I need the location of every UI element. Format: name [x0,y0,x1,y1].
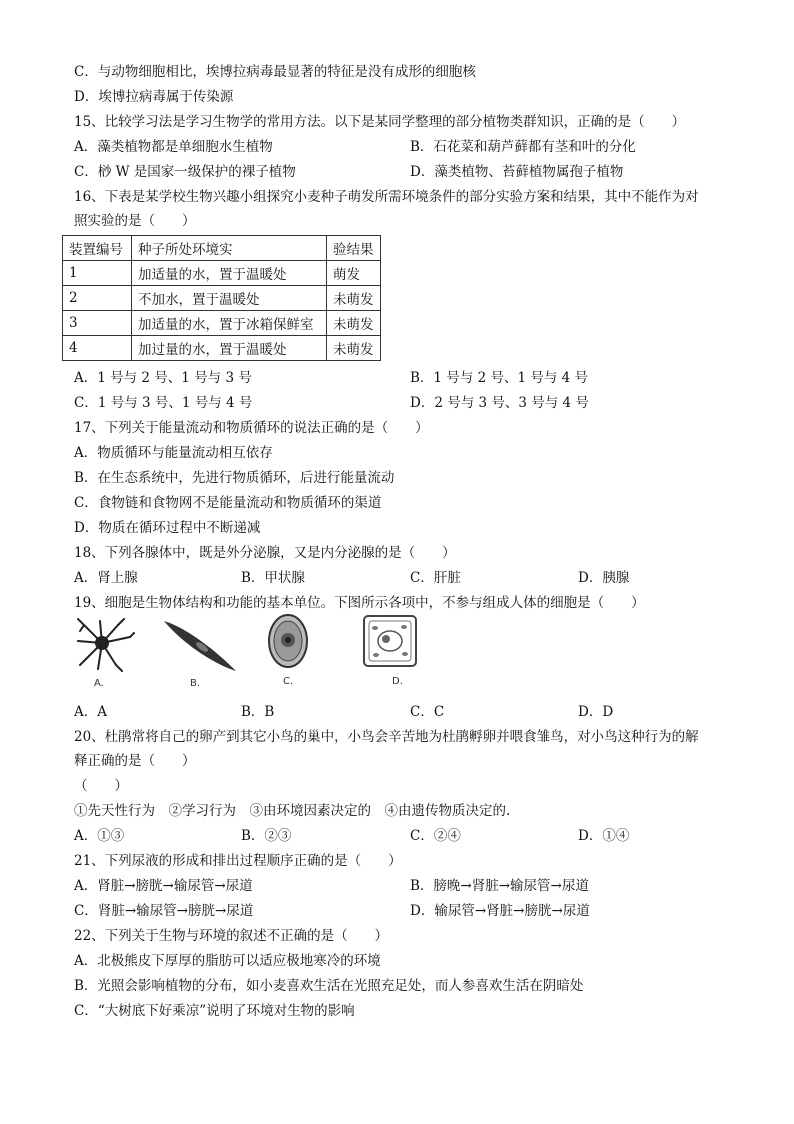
table-cell: 加过量的水，置于温暖处 [132,336,327,361]
q17-option-c: C．食物链和食物网不是能量流动和物质循环的渠道 [74,495,382,511]
table-cell: 加适量的水，置于温暖处 [132,261,327,286]
question-21: 21、下列尿液的形成和排出过程顺序正确的是（ ） [74,853,402,869]
experiment-table [62,235,381,361]
q21-option-d: D．输尿管→肾脏→膀胱→尿道 [410,903,590,919]
question-19: 19、细胞是生物体结构和功能的基本单位。下图所示各项中，不参与组成人体的细胞是（ ） [74,595,645,611]
q17-option-a: A．物质循环与能量流动相互依存 [74,445,273,461]
table-cell: 加适量的水，置于冰箱保鲜室 [132,311,327,336]
q20-option-d: D．①④ [578,828,630,844]
q16-option-b: B．1 号与 2 号、1 号与 4 号 [410,370,589,386]
line-d-ebola: D．埃博拉病毒属于传染源 [74,89,234,105]
muscle-cell-figure [160,615,240,675]
q20-option-b: B．②③ [241,828,292,844]
table-cell: 未萌发 [327,336,381,361]
q22-option-c: C．“大树底下好乘凉”说明了环境对生物的影响 [74,1003,355,1019]
table-cell: 未萌发 [327,286,381,311]
question-20-statements: ①先天性行为 ②学习行为 ③由环境因素决定的 ④由遗传物质决定的. [74,803,511,819]
table-cell: 1 [63,261,132,286]
q17-option-b: B．在生态系统中，先进行物质循环，后进行能量流动 [74,470,395,486]
q21-option-a: A．肾脏→膀胱→输尿管→尿道 [74,878,253,894]
table-row [63,336,381,361]
q19-option-b: B．B [241,704,275,720]
question-18: 18、下列各腺体中，既是外分泌腺，又是内分泌腺的是（ ） [74,545,456,561]
table-cell: 2 [63,286,132,311]
line-c-ebola: C．与动物细胞相比，埃博拉病毒最显著的特征是没有成形的细胞核 [74,64,476,80]
table-row [63,286,381,311]
neuron-cell-figure [72,615,136,675]
question-20-paren: （ ） [74,778,128,794]
q16-option-c: C．1 号与 3 号、1 号与 4 号 [74,395,253,411]
egg-cell-figure [266,612,310,670]
question-16-cont: 照实验的是（ ） [74,213,196,229]
q21-option-b: B．膀晚→肾脏→输尿管→尿道 [410,878,589,894]
table-cell: 不加水，置于温暖处 [132,286,327,311]
figure-a-label: A. [94,678,104,689]
question-22: 22、下列关于生物与环境的叙述不正确的是（ ） [74,928,389,944]
table-cell: 3 [63,311,132,336]
q21-option-c: C．肾脏→输尿管→膀胱→尿道 [74,903,254,919]
q18-option-a: A．肾上腺 [74,570,138,586]
q16-option-a: A．1 号与 2 号、1 号与 3 号 [74,370,252,386]
table-cell: 萌发 [327,261,381,286]
q20-option-c: C．②④ [410,828,461,844]
table-cell: 未萌发 [327,311,381,336]
question-20: 20、杜鹃常将自己的卵产到其它小鸟的巢中，小鸟会辛苦地为杜鹃孵卵并喂食雏鸟，对小鸟这种行为的解 [74,729,699,745]
table-header: 种子所处环境实 [132,236,327,261]
q19-option-c: C．C [410,704,445,720]
q18-option-d: D．胰腺 [578,570,630,586]
q22-option-b: B．光照会影响植物的分布，如小麦喜欢生活在光照充足处，而人参喜欢生活在阴暗处 [74,978,584,994]
q18-option-b: B．甲状腺 [241,570,305,586]
question-16: 16、下表是某学校生物兴趣小组探究小麦种子萌发所需环境条件的部分实验方案和结果，其中不能作为对 [74,189,699,205]
q19-option-d: D．D [578,704,614,720]
q17-option-d: D．物质在循环过程中不断递减 [74,520,261,536]
table-header-row [63,236,381,261]
q16-option-d: D．2 号与 3 号、3 号与 4 号 [410,395,589,411]
table-header: 验结果 [327,236,381,261]
question-15: 15、比较学习法是学习生物学的常用方法。以下是某同学整理的部分植物类群知识，正确的是（ ） [74,114,686,130]
q15-option-a: A．藻类植物都是单细胞水生植物 [74,139,273,155]
q15-option-d: D．藻类植物、苔藓植物属孢子植物 [410,164,624,180]
question-20-cont: 释正确的是（ ） [74,753,196,769]
q15-option-b: B．石花菜和葫芦藓都有茎和叶的分化 [410,139,636,155]
table-row [63,261,381,286]
q20-option-a: A．①③ [74,828,125,844]
figure-c-label: C. [283,676,294,687]
plant-cell-figure [360,612,420,670]
table-row [63,311,381,336]
q18-option-c: C．肝脏 [410,570,461,586]
q22-option-a: A．北极熊皮下厚厚的脂肪可以适应极地寒冷的环境 [74,953,381,969]
figure-b-label: B. [190,678,201,689]
figure-d-label: D. [392,676,403,687]
question-17: 17、下列关于能量流动和物质循环的说法正确的是（ ） [74,420,429,436]
table-header: 装置编号 [63,236,132,261]
q15-option-c: C．桫 W 是国家一级保护的裸子植物 [74,164,296,180]
table-cell: 4 [63,336,132,361]
q19-option-a: A．A [74,704,107,720]
